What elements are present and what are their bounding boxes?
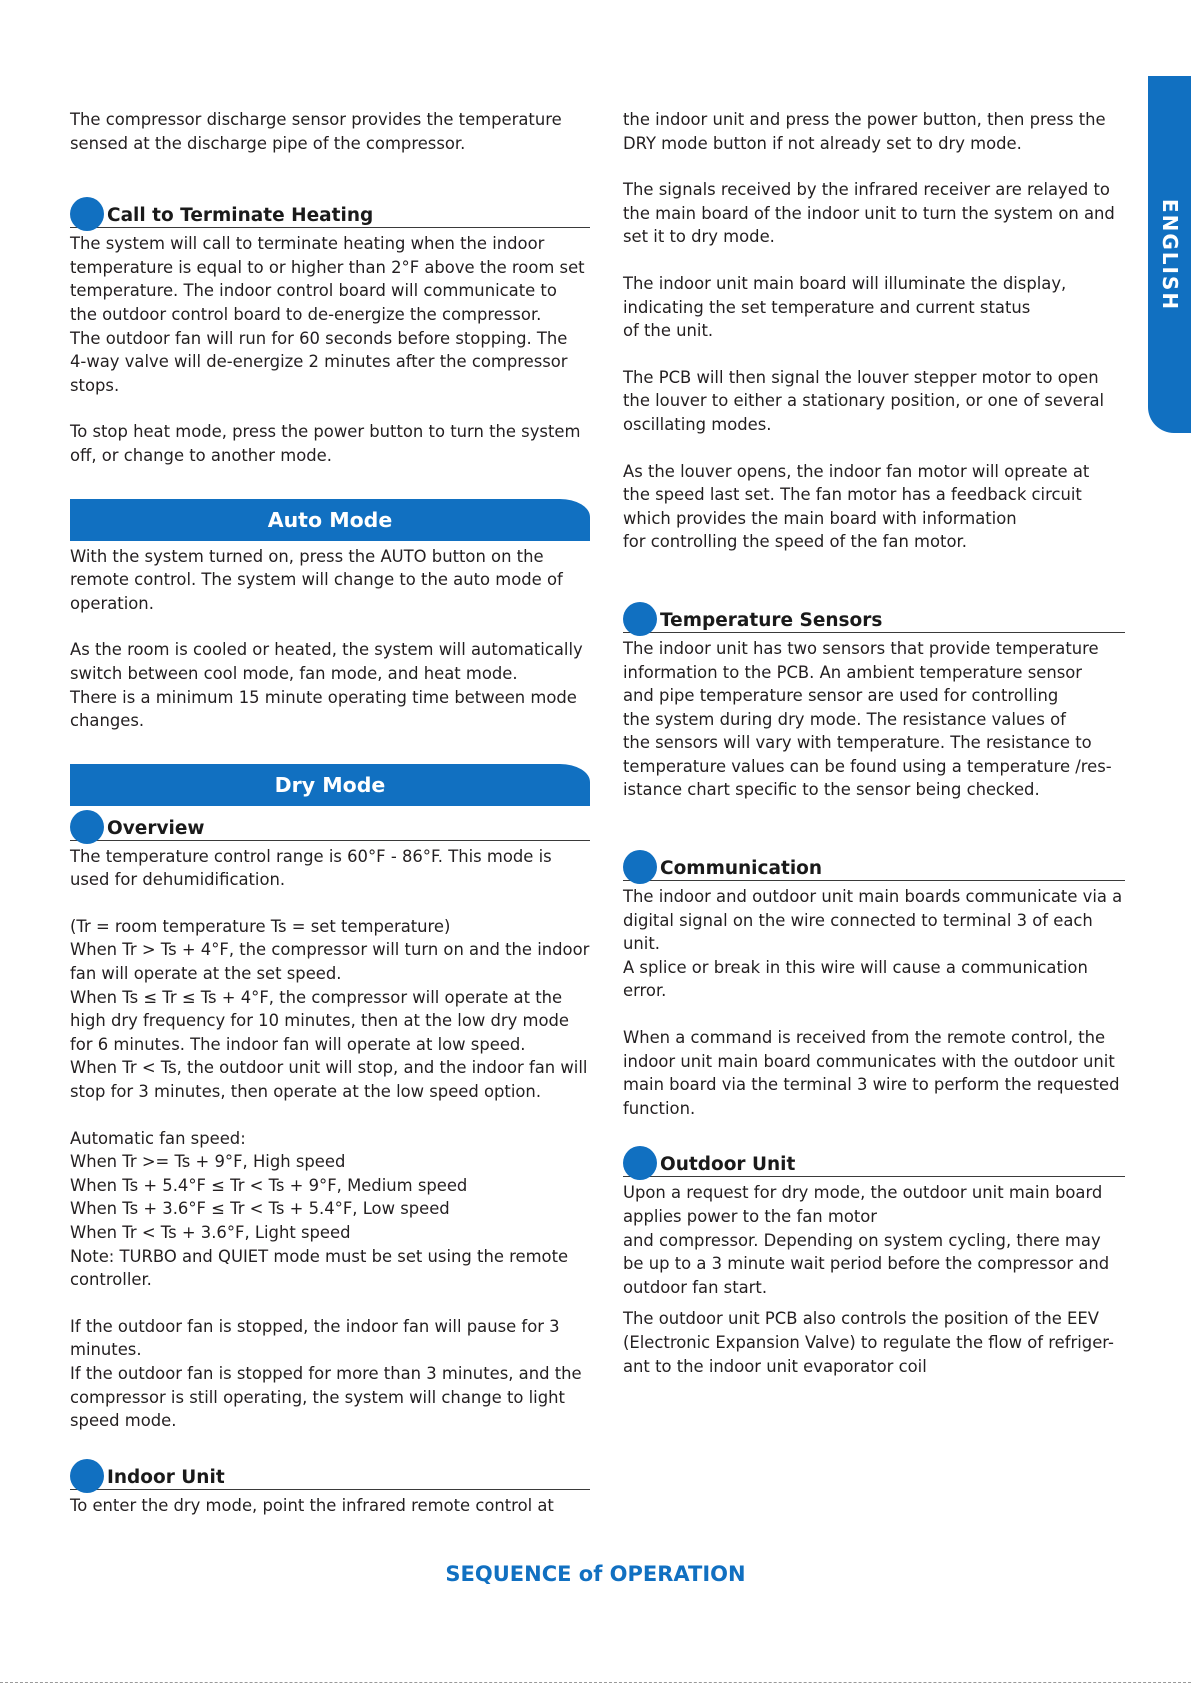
- section-title: Call to Terminate Heating: [107, 205, 374, 227]
- overview-paragraph-4: [70, 1315, 590, 1433]
- text-line: When Tr >= Ts + 9°F, High speed: [70, 1152, 346, 1172]
- overview-paragraph-3: [70, 1127, 590, 1292]
- text-line: operation.: [70, 593, 154, 613]
- text-line: for controlling the speed of the fan motor.: [623, 532, 967, 552]
- terminate-heating-paragraph: [70, 232, 590, 397]
- text-line: As the room is cooled or heated, the system will automatically: [70, 640, 583, 660]
- text-line: DRY mode button if not already set to dry mode.: [623, 133, 1022, 153]
- footer-title: SEQUENCE of OPERATION: [445, 1562, 746, 1586]
- language-tab: [1148, 76, 1191, 433]
- text-line: Automatic fan speed:: [70, 1128, 246, 1148]
- section-title: Temperature Sensors: [660, 609, 883, 631]
- text-line: speed mode.: [70, 1411, 177, 1431]
- text-line: (Tr = room temperature Ts = set temperature): [70, 916, 451, 936]
- text-line: ant to the indoor unit evaporator coil: [623, 1356, 927, 1376]
- bullet-icon: [70, 810, 104, 844]
- text-line: information to the PCB. An ambient temperature sensor: [623, 662, 1083, 682]
- text-line: the main board of the indoor unit to turn the system on and: [623, 203, 1115, 223]
- text-line: To enter the dry mode, point the infrared remote control at: [70, 1495, 554, 1515]
- text-line: oscillating modes.: [623, 414, 772, 434]
- text-line: When Ts + 5.4°F ≤ Tr < Ts + 9°F, Medium speed: [70, 1175, 468, 1195]
- text-line: fan will operate at the set speed.: [70, 964, 342, 984]
- text-line: With the system turned on, press the AUTO button on the: [70, 546, 544, 566]
- text-line: outdoor fan start.: [623, 1277, 768, 1297]
- text-line: stop for 3 minutes, then operate at the low speed option.: [70, 1082, 542, 1102]
- section-heading-terminate-heating: [70, 193, 590, 228]
- text-line: The indoor unit has two sensors that provide temperature: [623, 638, 1099, 658]
- text-line: off, or change to another mode.: [70, 445, 332, 465]
- text-line: A splice or break in this wire will cause a communication error.: [623, 957, 1088, 1001]
- section-title: Indoor Unit: [107, 1466, 225, 1488]
- text-line: The compressor discharge sensor provides the temperature: [70, 110, 562, 129]
- text-line: set it to dry mode.: [623, 227, 775, 247]
- text-line: for 6 minutes. The indoor fan will operate at low speed.: [70, 1034, 526, 1054]
- text-line: switch between cool mode, fan mode, and heat mode.: [70, 663, 518, 683]
- section-heading-outdoor-unit: [623, 1142, 1125, 1177]
- right-paragraph-2: [623, 178, 1125, 249]
- text-line: the outdoor control board to de-energize the compressor.: [70, 304, 542, 324]
- text-line: of the unit.: [623, 321, 714, 341]
- right-paragraph-3: [623, 272, 1125, 343]
- language-tab-label: ENGLISH: [1157, 198, 1182, 311]
- indoor-unit-paragraph: [70, 1494, 590, 1518]
- text-line: When Ts + 3.6°F ≤ Tr < Ts + 5.4°F, Low speed: [70, 1199, 450, 1219]
- bullet-icon: [623, 850, 657, 884]
- text-line: digital signal on the wire connected to terminal 3 of each unit.: [623, 910, 1093, 954]
- banner-title: Dry Mode: [274, 772, 386, 797]
- text-line: temperature. The indoor control board will communicate to: [70, 281, 557, 301]
- auto-mode-paragraph-2: [70, 638, 590, 732]
- text-line: indoor unit main board communicates with the outdoor unit: [623, 1051, 1115, 1071]
- text-line: changes.: [70, 711, 145, 731]
- text-line: the indoor unit and press the power button, then press the: [623, 110, 1106, 129]
- right-paragraph-1: [623, 108, 1125, 155]
- text-line: 4-way valve will de-energize 2 minutes after the compressor: [70, 352, 568, 372]
- temperature-sensors-paragraph: [623, 637, 1125, 802]
- text-line: controller.: [70, 1270, 152, 1290]
- communication-paragraph-1: [623, 885, 1125, 1003]
- section-heading-communication: [623, 846, 1125, 881]
- section-title: Overview: [107, 817, 205, 839]
- section-title: Communication: [660, 858, 823, 880]
- text-line: the speed last set. The fan motor has a feedback circuit: [623, 485, 1082, 505]
- text-line: The temperature control range is 60°F - 86°F. This mode is: [70, 846, 552, 866]
- text-line: If the outdoor fan is stopped for more than 3 minutes, and the: [70, 1363, 582, 1383]
- text-line: There is a minimum 15 minute operating time between mode: [70, 687, 577, 707]
- section-title: Outdoor Unit: [660, 1154, 796, 1176]
- text-line: the louver to either a stationary position, or one of several: [623, 391, 1105, 411]
- text-line: The PCB will then signal the louver stepper motor to open: [623, 367, 1099, 387]
- text-line: used for dehumidification.: [70, 870, 286, 890]
- section-heading-indoor-unit: [70, 1455, 590, 1490]
- text-line: function.: [623, 1098, 696, 1118]
- text-line: Upon a request for dry mode, the outdoor unit main board: [623, 1183, 1103, 1203]
- right-paragraph-5: [623, 460, 1125, 554]
- text-line: When Tr < Ts, the outdoor unit will stop, and the indoor fan will: [70, 1058, 588, 1078]
- outdoor-unit-paragraph-1: [623, 1181, 1125, 1299]
- text-line: which provides the main board with information: [623, 508, 1017, 528]
- stop-heat-paragraph: [70, 420, 590, 467]
- text-line: high dry frequency for 10 minutes, then at the low dry mode: [70, 1011, 570, 1031]
- text-line: (Electronic Expansion Valve) to regulate the flow of refriger-: [623, 1332, 1114, 1352]
- text-line: temperature is equal to or higher than 2°F above the room set: [70, 257, 585, 277]
- intro-paragraph: [70, 108, 590, 155]
- right-column: [623, 108, 1125, 1378]
- text-line: As the louver opens, the indoor fan motor will opreate at: [623, 461, 1090, 481]
- text-line: The indoor and outdoor unit main boards communicate via a: [623, 887, 1123, 907]
- banner-title: Auto Mode: [267, 507, 393, 532]
- auto-mode-paragraph-1: [70, 545, 590, 616]
- dry-mode-banner: [70, 764, 590, 806]
- bullet-icon: [623, 1146, 657, 1180]
- text-line: When a command is received from the remote control, the: [623, 1028, 1106, 1048]
- text-line: To stop heat mode, press the power button to turn the system: [70, 422, 581, 442]
- text-line: The system will call to terminate heating when the indoor: [70, 234, 545, 254]
- overview-paragraph-2: [70, 915, 590, 1104]
- text-line: The outdoor fan will run for 60 seconds before stopping. The: [70, 328, 568, 348]
- text-line: stops.: [70, 375, 120, 395]
- text-line: and pipe temperature sensor are used for controlling: [623, 686, 1059, 706]
- text-line: The outdoor unit PCB also controls the position of the EEV: [623, 1309, 1099, 1329]
- outdoor-unit-paragraph-2: [623, 1307, 1125, 1378]
- text-line: temperature values can be found using a temperature /res-: [623, 756, 1112, 776]
- text-line: Note: TURBO and QUIET mode must be set using the remote: [70, 1246, 569, 1266]
- text-line: compressor is still operating, the system will change to light: [70, 1387, 565, 1407]
- section-heading-temperature-sensors: [623, 598, 1125, 633]
- bullet-icon: [70, 1459, 104, 1493]
- text-line: minutes.: [70, 1340, 142, 1360]
- text-line: When Ts ≤ Tr ≤ Ts + 4°F, the compressor will operate at the: [70, 987, 563, 1007]
- text-line: remote control. The system will change to the auto mode of: [70, 570, 563, 590]
- left-column: [70, 108, 590, 1517]
- page-edge-divider: [0, 1682, 1191, 1683]
- text-line: When Tr < Ts + 3.6°F, Light speed: [70, 1223, 351, 1242]
- text-line: and compressor. Depending on system cycling, there may: [623, 1230, 1101, 1250]
- text-line: istance chart specific to the sensor being checked.: [623, 780, 1040, 800]
- text-line: the sensors will vary with temperature. The resistance to: [623, 733, 1092, 753]
- text-line: the system during dry mode. The resistance values of: [623, 709, 1066, 729]
- text-line: be up to a 3 minute wait period before the compressor and: [623, 1254, 1110, 1274]
- text-line: When Tr > Ts + 4°F, the compressor will turn on and the indoor: [70, 940, 590, 960]
- text-line: main board via the terminal 3 wire to perform the requested: [623, 1075, 1120, 1095]
- bullet-icon: [70, 197, 104, 231]
- bullet-icon: [623, 602, 657, 636]
- text-line: sensed at the discharge pipe of the compressor.: [70, 133, 466, 153]
- text-line: applies power to the fan motor: [623, 1207, 878, 1226]
- section-heading-overview: [70, 806, 590, 841]
- text-line: The indoor unit main board will illuminate the display,: [623, 273, 1067, 293]
- auto-mode-banner: [70, 499, 590, 541]
- right-paragraph-4: [623, 366, 1125, 437]
- text-line: indicating the set temperature and current status: [623, 297, 1031, 317]
- overview-paragraph-1: [70, 845, 590, 892]
- communication-paragraph-2: [623, 1026, 1125, 1120]
- text-line: The signals received by the infrared receiver are relayed to: [623, 180, 1110, 200]
- text-line: If the outdoor fan is stopped, the indoor fan will pause for 3: [70, 1316, 560, 1336]
